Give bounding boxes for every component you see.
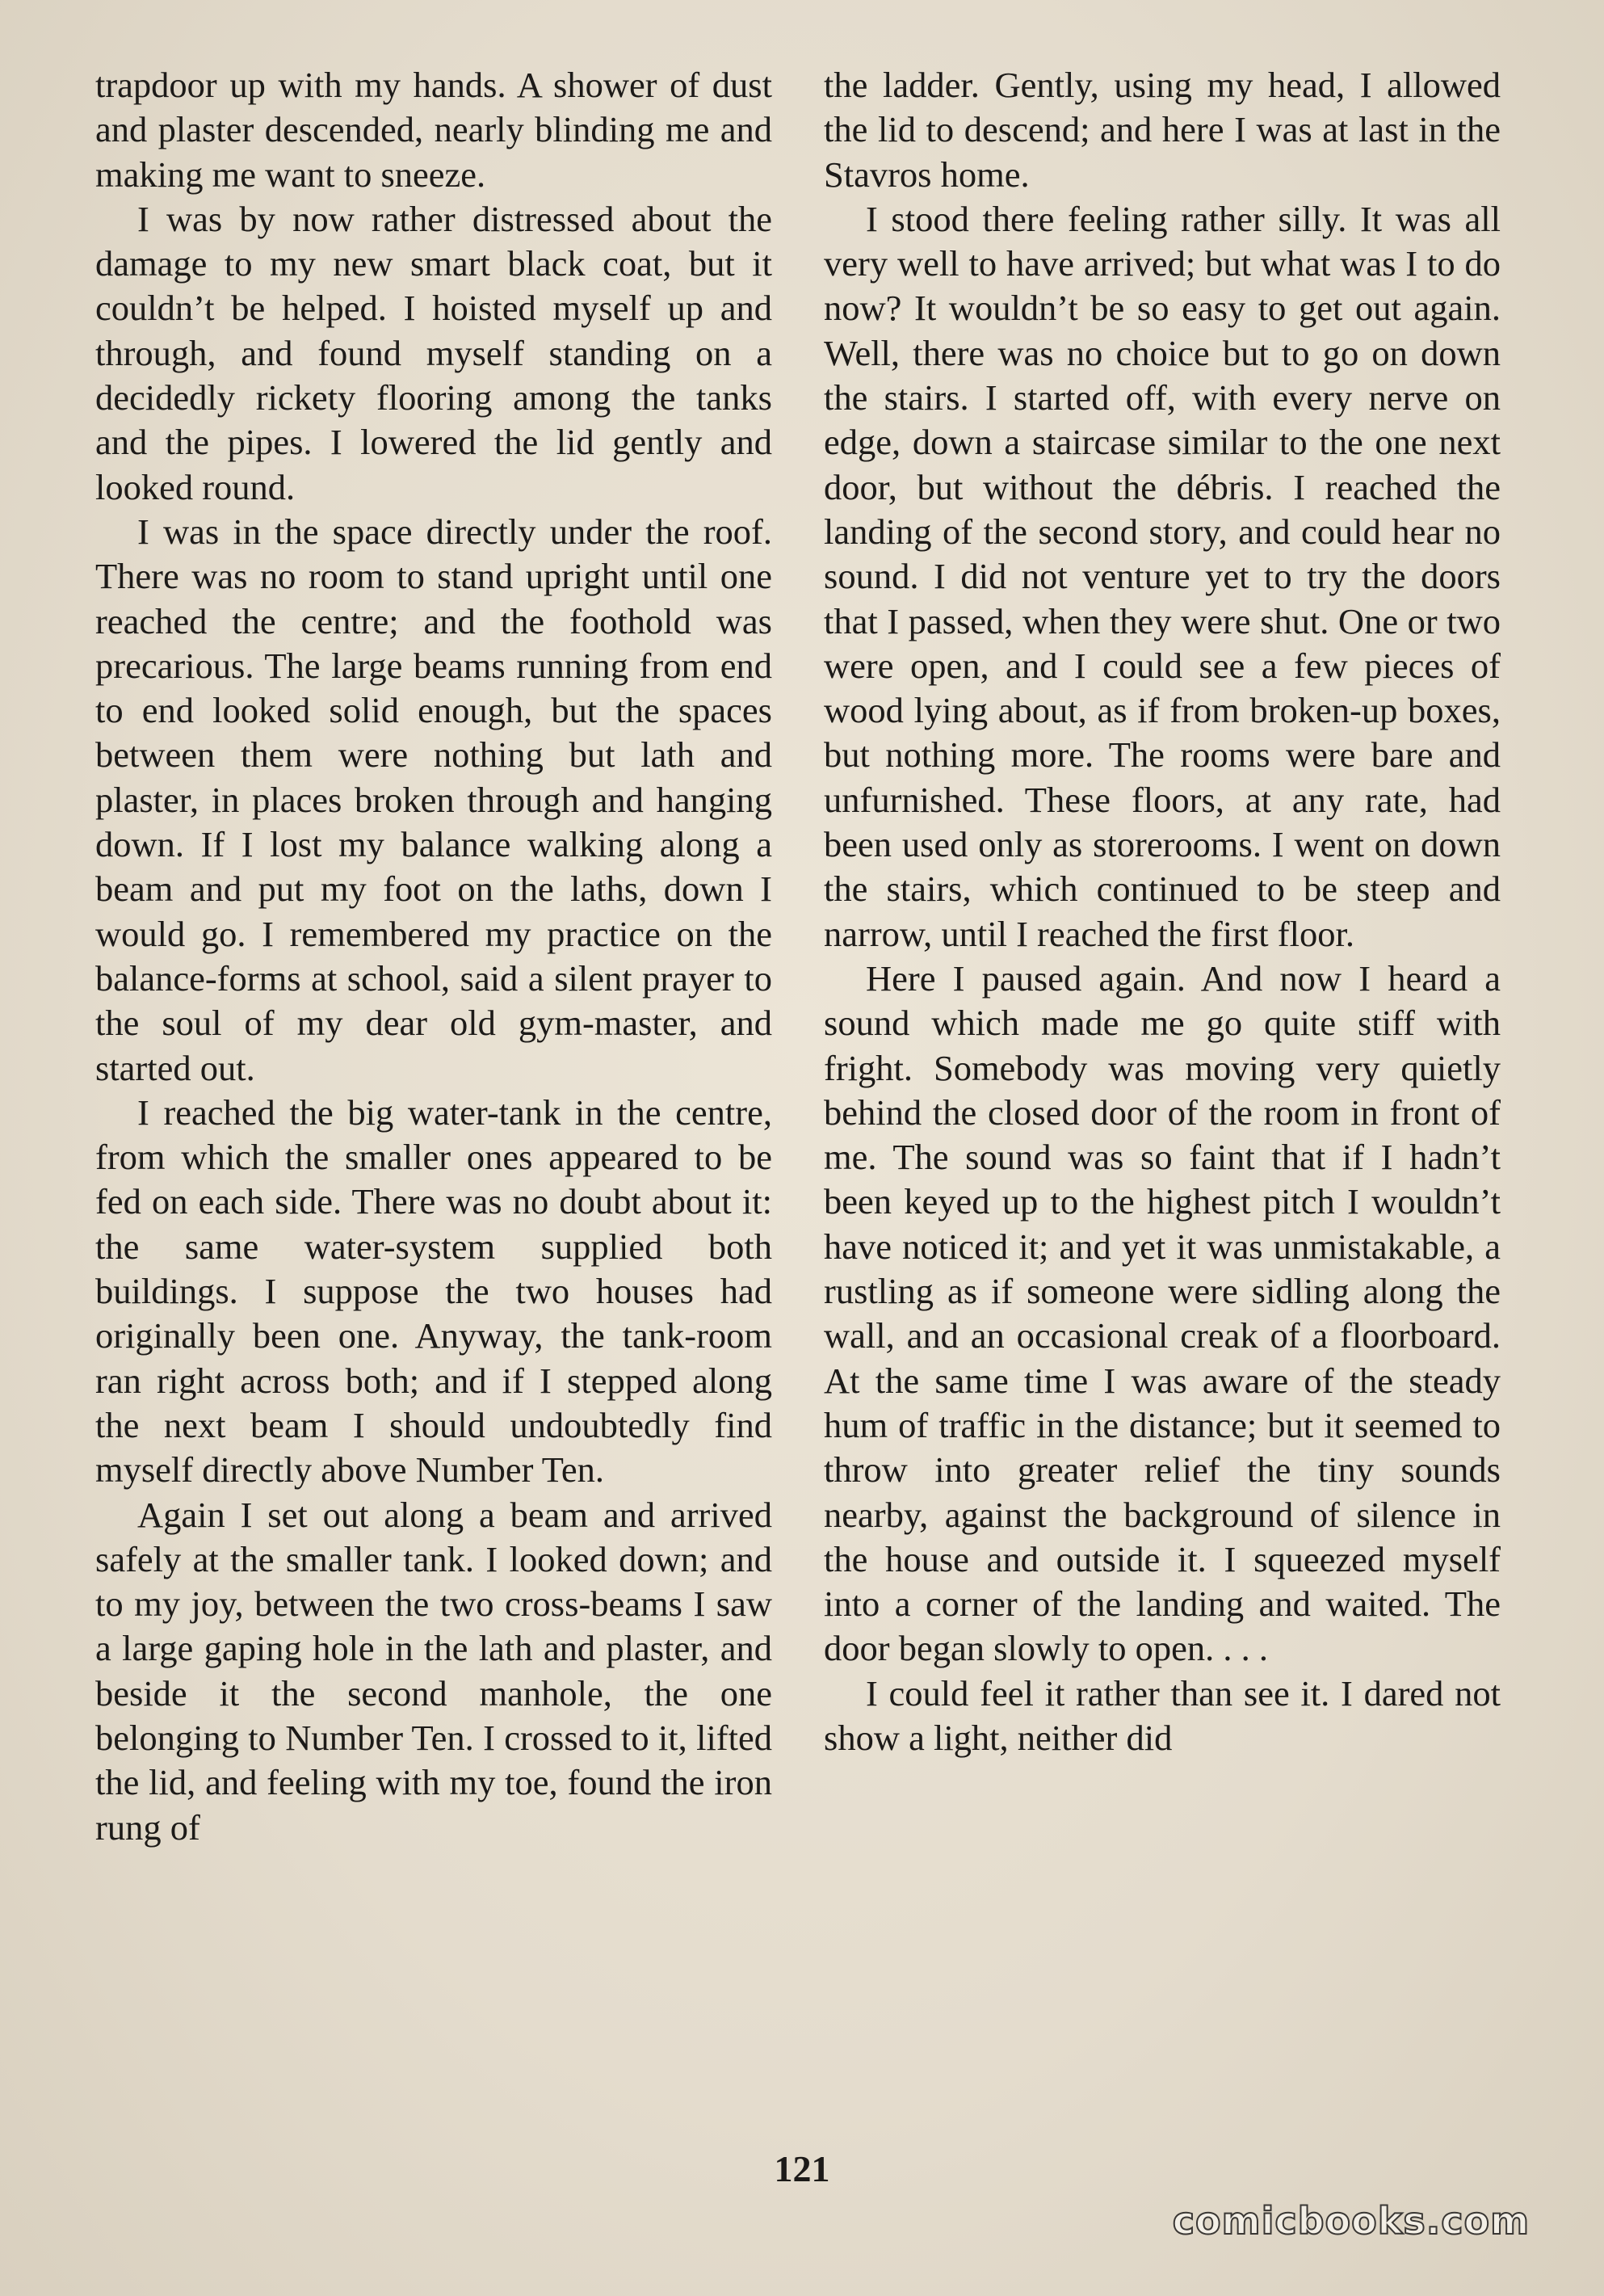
paragraph: I was in the space directly under the roof. There was no room to stand upright until one reached the centre; and the foothold was precarious. The large beams running from end to end looked solid enough, but the spaces between them were nothing but lath and plaster, in places broken through and hanging down. If I lost my balance walking along a beam and put my foot on the laths, down I would go. I remembered my practice on the balance-forms at school, said a silent prayer to the soul of my dear old gym-master, and started out. — [95, 511, 772, 1088]
right-text-column — [824, 63, 1501, 1760]
paragraph: I was by now rather distressed about the damage to my new smart black coat, but it couldn’t be helped. I hoisted myself up and through, and found myself standing on a decidedly rickety flooring among the tanks and the pipes. I lowered the lid gently and looked round. — [95, 198, 772, 507]
paragraph: Here I paused again. And now I heard a sound which made me go quite stiff with fright. Somebody was moving very quietly behind the closed door of the room in front of me. The sound was so faint that if I hadn’t been keyed up to the highest pitch I wouldn’t have noticed it; and yet it was unmistakable, a rustling as if someone were sidling along the wall, and an occasional creak of a floorboard. At the same time I was aware of the steady hum of traffic in the distance; but it seemed to throw into greater relief the tiny sounds nearby, against the background of silence in the house and outside it. I squeezed myself into a corner of the landing and waited. The door began slowly to open. . . . — [824, 957, 1501, 1669]
paragraph: I reached the big water-tank in the centre, from which the smaller ones appeared to be fed on each side. There was no doubt about it: the same water-system supplied both buildings. I suppose the two houses had originally been one. Anyway, the tank-room ran right across both; and if I stepped along the next beam I should undoubtedly find myself directly above Number Ten. — [95, 1091, 772, 1491]
paragraph: the ladder. Gently, using my head, I allowed the lid to descend; and here I was at last in the Stavros home. — [824, 65, 1501, 195]
paragraph: I stood there feeling rather silly. It was all very well to have arrived; but what was I to do now? It wouldn’t be so easy to get out again. Well, there was no choice but to go on down the stairs. I started off, with every nerve on edge, down a staircase similar to the one next door, but without the débris. I reached the landing of the second story, and could hear no sound. I did not venture yet to try the doors that I passed, when they were shut. One or two were open, and I could see a few pieces of wood lying about, as if from broken-up boxes, but nothing more. The rooms were bare and unfurnished. These floors, at any rate, had been used only as storerooms. I went on down the stairs, which continued to be steep and narrow, until I reached the first floor. — [824, 198, 1501, 954]
paragraph: I could feel it rather than see it. I dared not show a light, neither did — [824, 1672, 1501, 1758]
paragraph: Again I set out along a beam and arrived safely at the smaller tank. I looked down; and to my joy, between the two cross-beams I saw a large gaping hole in the lath and plaster, and beside it the second manhole, the one belonging to Number Ten. I crossed to it, lifted the lid, and feeling with my toe, found the iron rung of — [95, 1494, 772, 1848]
page-number: 121 — [774, 2148, 830, 2189]
paragraph: trapdoor up with my hands. A shower of dust and plaster descended, nearly blinding me and making me want to sneeze. — [95, 65, 772, 195]
left-text-column — [95, 63, 772, 1850]
watermark-logo: comicbooks.com — [1172, 2199, 1530, 2243]
